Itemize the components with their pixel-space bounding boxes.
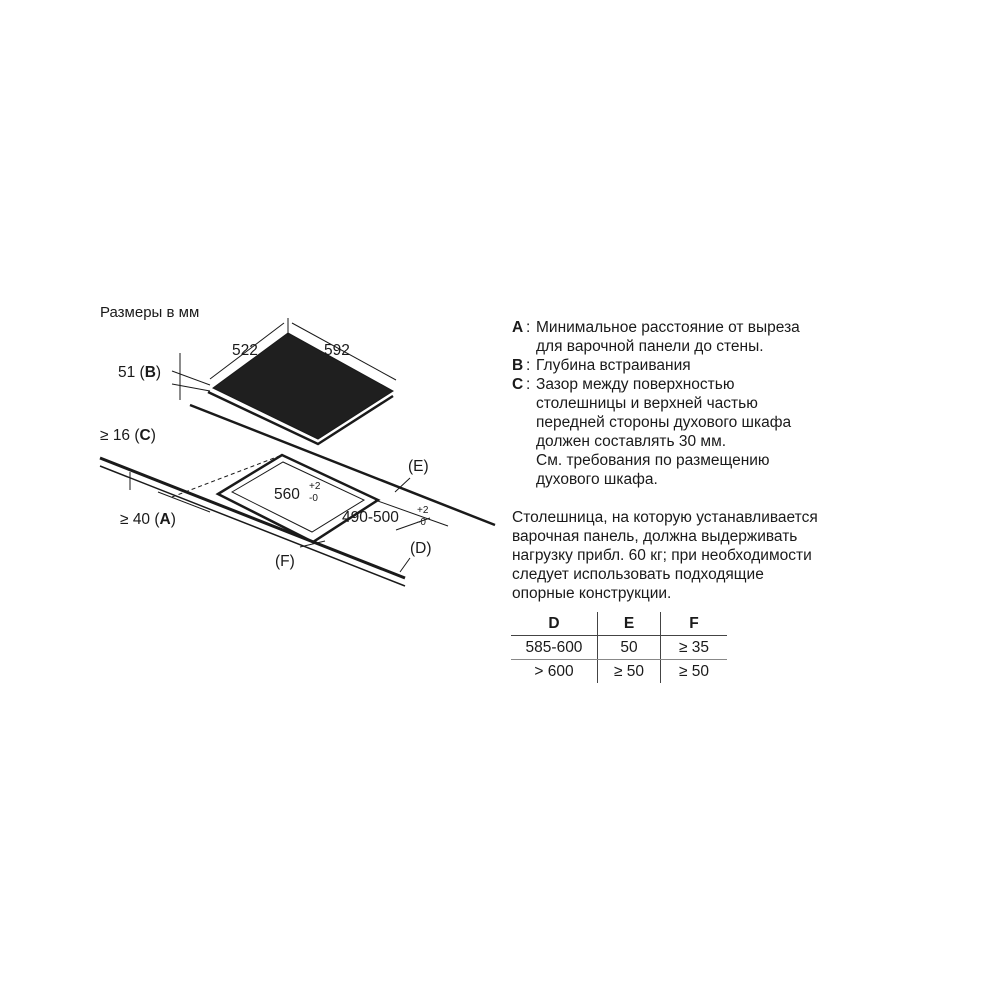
table-header: F — [661, 612, 728, 636]
table-cell: > 600 — [534, 663, 574, 680]
table-header-row — [511, 612, 727, 636]
legend-item-a — [512, 318, 982, 356]
legend-text: Минимальное расстояние от выреза для варочной панели до стены. — [536, 319, 800, 355]
legend-item-c — [512, 375, 982, 489]
legend-colon: : — [526, 376, 531, 393]
table-cell: ≥ 35 — [661, 636, 728, 660]
legend-colon: : — [526, 357, 531, 374]
cutout-width-label: 560 — [274, 486, 300, 503]
load-note: Столешница, на которую устанавливается варочная панель, должна выдерживать нагрузку прибл. 60 кг; при необходимости следует использовать подходящие опорные конструкции. — [512, 509, 818, 602]
legend-item-b — [512, 356, 982, 375]
wall-reference-line — [172, 455, 282, 497]
table-cell: ≥ 50 — [678, 663, 710, 680]
gap-c-label: ≥ 16 (C) — [100, 427, 156, 444]
diagram-caption: Размеры в мм — [100, 304, 200, 321]
clearance-table — [511, 612, 727, 683]
legend-text: Зазор между поверхностью столешницы и верхней частью передней стороны духового шкафа должен составлять 30 мм. См. требования по размещению духового шкафа. — [536, 376, 792, 488]
label-f: (F) — [275, 553, 295, 570]
width-592-label: 592 — [324, 342, 350, 359]
label-d: (D) — [410, 540, 432, 557]
wall-distance-a-label: ≥ 40 (A) — [120, 511, 176, 528]
cutout-depth-tol-minus: -0 — [417, 517, 426, 528]
table-cell: 585-600 — [511, 636, 598, 660]
cutout-depth-label: 490-500 — [342, 509, 399, 526]
cutout-width-tol-plus: +2 — [309, 481, 321, 492]
installation-diagram — [0, 0, 500, 620]
table-cell: 50 — [598, 636, 661, 660]
table-header: E — [598, 612, 661, 636]
legend-colon: : — [526, 319, 531, 336]
legend-key: A — [512, 319, 524, 336]
legend — [512, 318, 982, 489]
legend-text: Глубина встраивания — [536, 357, 691, 374]
cutout-width-tol-minus: -0 — [309, 493, 318, 504]
table-row — [511, 636, 727, 660]
legend-key: C — [512, 376, 524, 393]
height-b-label: 51 (B) — [118, 364, 162, 381]
label-e: (E) — [408, 458, 429, 475]
cutout-depth-tol-plus: +2 — [417, 505, 429, 516]
legend-key: B — [512, 357, 524, 374]
table-row — [511, 660, 727, 684]
table-cell: ≥ 50 — [598, 660, 661, 684]
table-header: D — [511, 612, 598, 636]
depth-522-label: 522 — [232, 342, 258, 359]
